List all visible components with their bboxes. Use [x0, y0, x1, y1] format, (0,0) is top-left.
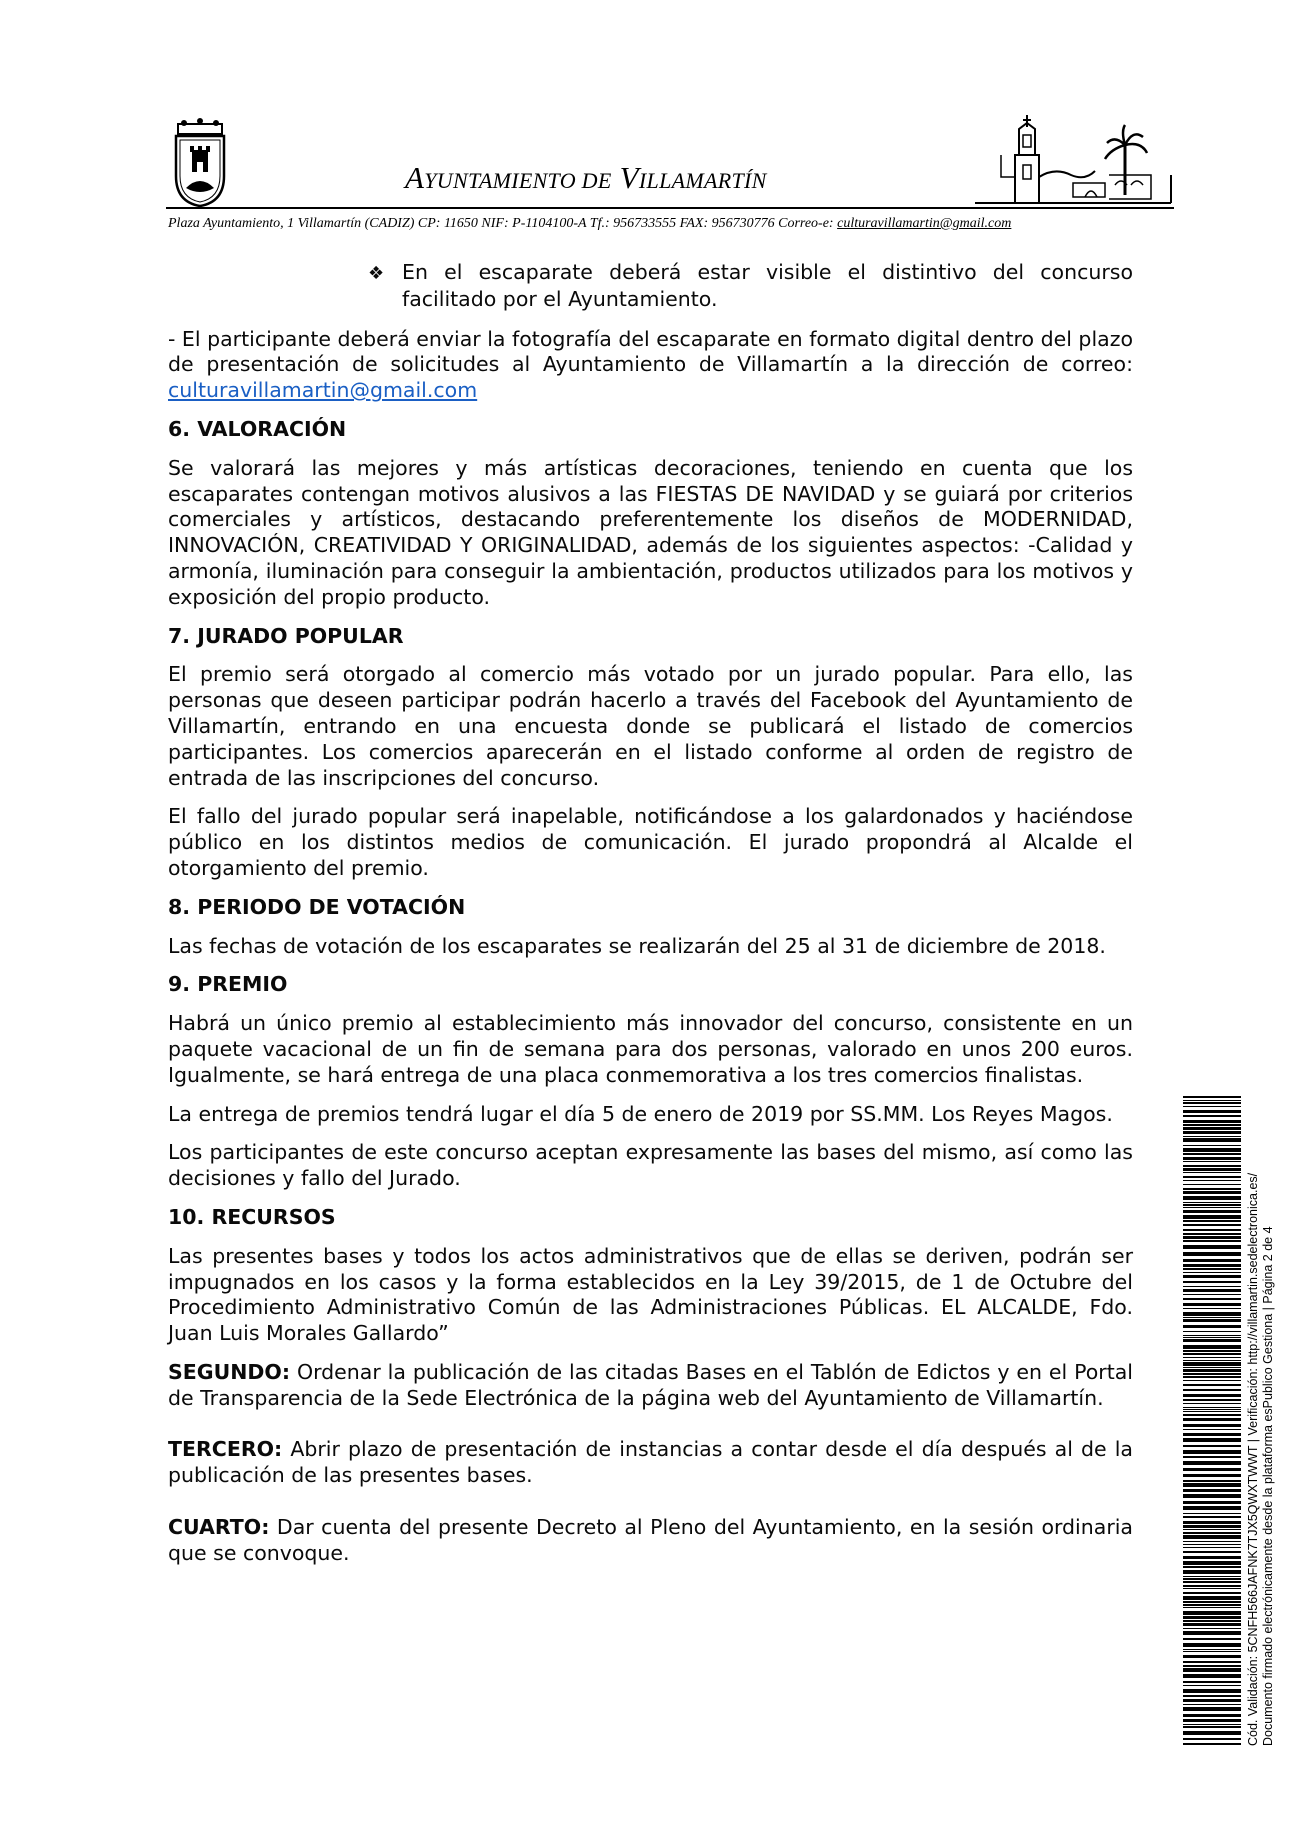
- barcode-bar: [1183, 1631, 1241, 1635]
- barcode-bar: [1183, 1450, 1241, 1454]
- barcode-bar: [1183, 1516, 1241, 1518]
- barcode-bar: [1183, 1373, 1241, 1375]
- barcode-bar: [1183, 1233, 1241, 1235]
- paragraph-jurado-1: El premio será otorgado al comercio más votado por un jurado popular. Para ello, las personas que deseen participar podrán hacerlo a través del Facebook del Ayuntamiento de Villamartín, entrando en una encuesta donde se publicará el listado de comercios participantes. Los comercios aparecerán en el listado conforme al orden de registro de entrada de las inscripciones del concurso.: [168, 662, 1133, 790]
- barcode-bar: [1183, 1145, 1241, 1146]
- address-line: Plaza Ayuntamiento, 1 Villamartín (CADIZ) CP: 11650 NIF: P-1104100-A Tf.: 956733555 FAX: 956730776 Correo-e: culturavillamartin@gmail.com: [168, 216, 1012, 231]
- barcode-bar: [1183, 1403, 1241, 1404]
- paragraph-jurado-2: El fallo del jurado popular será inapelable, notificándose a los galardonados y haciéndose público en los distintos medios de comunicación. El jurado propondrá al Alcalde el otorgamiento del premio.: [168, 804, 1133, 880]
- header-email-link[interactable]: culturavillamartin@gmail.com: [837, 216, 1012, 231]
- barcode-bar: [1183, 1161, 1241, 1162]
- barcode-bar: [1183, 1153, 1241, 1155]
- barcode-bar: [1183, 1695, 1241, 1697]
- barcode-bar: [1183, 1665, 1241, 1667]
- barcode-bar: [1183, 1611, 1241, 1615]
- barcode-bar: [1183, 1303, 1241, 1306]
- barcode-bar: [1183, 1207, 1241, 1208]
- barcode-bar: [1183, 1501, 1241, 1504]
- barcode-bar: [1183, 1521, 1241, 1524]
- barcode-bar: [1183, 1224, 1241, 1226]
- verification-line-1: Cód. Validación: 5CNFH566JAFNK7TJX5QWXTWWT | Verificación: http://villamartin.sedelectronica.es/: [1246, 1172, 1260, 1746]
- barcode-bar: [1183, 1668, 1241, 1672]
- barcode-bar: [1183, 1576, 1241, 1577]
- paragraph-premio-2: La entrega de premios tendrá lugar el día 5 de enero de 2019 por SS.MM. Los Reyes Magos.: [168, 1101, 1113, 1126]
- barcode-bar: [1183, 1202, 1241, 1203]
- barcode-bar: [1183, 1433, 1241, 1436]
- barcode-bar: [1183, 1607, 1241, 1608]
- barcode-bar: [1183, 1681, 1241, 1683]
- barcode-bar: [1183, 1494, 1241, 1498]
- section-heading-jurado: 7. JURADO POPULAR: [168, 623, 404, 648]
- barcode-bar: [1183, 1529, 1241, 1530]
- barcode-bar: [1183, 1655, 1241, 1658]
- barcode-bar: [1183, 1124, 1241, 1126]
- verification-line-2: Documento firmado electrónicamente desde la plataforma esPublico Gestiona | Página 2 de 4: [1261, 1226, 1275, 1746]
- barcode-bar: [1183, 1275, 1241, 1278]
- barcode-bar: [1183, 1131, 1241, 1134]
- section-heading-recursos: 10. RECURSOS: [168, 1204, 336, 1229]
- barcode-bar: [1183, 1100, 1241, 1101]
- paragraph-segundo: SEGUNDO: Ordenar la publicación de las citadas Bases en el Tablón de Edictos y en el Portal de Transparencia de la Sede Electrónica de la página web del Ayuntamiento de Villamartín.: [168, 1359, 1133, 1410]
- barcode-bar: [1183, 1418, 1241, 1421]
- barcode-bar: [1183, 1389, 1241, 1391]
- barcode-bar: [1183, 1384, 1241, 1386]
- barcode-bar: [1183, 1731, 1241, 1735]
- barcode-bar: [1183, 1215, 1241, 1219]
- barcode-bar: [1183, 1743, 1241, 1745]
- barcode-bar: [1183, 1168, 1241, 1171]
- barcode-bar: [1183, 1551, 1241, 1553]
- barcode-bar: [1183, 1106, 1241, 1107]
- barcode-bar: [1183, 1335, 1241, 1336]
- barcode-bar: [1183, 1357, 1241, 1358]
- diamond-bullet-icon: ❖: [368, 263, 385, 284]
- paragraph-premio-1: Habrá un único premio al establecimiento más innovador del concurso, consistente en un paquete vacacional de un fin de semana para dos personas, valorado en unos 200 euros. Igualmente, se hará entrega de una placa conmemorativa a los tres comercios finalistas.: [168, 1011, 1133, 1087]
- barcode-bar: [1183, 1229, 1241, 1231]
- barcode-bar: [1183, 1409, 1241, 1410]
- barcode-bar: [1183, 1707, 1241, 1711]
- barcode-bar: [1183, 1438, 1241, 1442]
- barcode-bar: [1183, 1714, 1241, 1717]
- barcode-bar: [1183, 1245, 1241, 1249]
- barcode-bar: [1183, 1623, 1241, 1626]
- barcode-bar: [1183, 1268, 1241, 1270]
- barcode-bar: [1183, 1138, 1241, 1142]
- barcode-bar: [1183, 1319, 1241, 1322]
- barcode-bar: [1183, 1661, 1241, 1663]
- barcode-bar: [1183, 1345, 1241, 1349]
- document-body: [168, 260, 1133, 1580]
- section-heading-valoracion: 6. VALORACIÓN: [168, 416, 347, 441]
- verification-footer: [1246, 1096, 1276, 1746]
- barcode-bar: [1183, 1474, 1241, 1477]
- barcode-bar: [1183, 1411, 1241, 1412]
- barcode-bar: [1183, 1649, 1241, 1650]
- barcode-bar: [1183, 1525, 1241, 1528]
- barcode-bar: [1183, 1738, 1241, 1740]
- barcode-bar: [1183, 1252, 1241, 1256]
- barcode-bar: [1183, 1110, 1241, 1113]
- barcode-bar: [1183, 1638, 1241, 1640]
- barcode-bar: [1183, 1180, 1241, 1181]
- page-title: AYUNTAMIENTO DE VILLAMARTÍN: [405, 160, 767, 195]
- barcode-bar: [1183, 1337, 1241, 1338]
- town-skyline-logo-icon: [975, 115, 1175, 207]
- barcode-bar: [1183, 1461, 1241, 1465]
- barcode-bar: [1183, 1380, 1241, 1381]
- barcode-bar: [1183, 1367, 1241, 1368]
- barcode-bar: [1183, 1172, 1241, 1173]
- barcode-bar: [1183, 1148, 1241, 1152]
- barcode-bar: [1183, 1429, 1241, 1430]
- barcode-bar: [1183, 1468, 1241, 1471]
- barcode-bar: [1183, 1196, 1241, 1200]
- barcode-bar: [1183, 1165, 1241, 1167]
- barcode-bar: [1183, 1445, 1241, 1447]
- barcode-bar: [1183, 1643, 1241, 1647]
- barcode-bar: [1183, 1210, 1241, 1213]
- section-heading-premio: 9. PREMIO: [168, 972, 288, 997]
- paragraph-photo: - El participante deberá enviar la fotografía del escaparate en formato digital dentro del plazo de presentación de solicitudes al Ayuntamiento de Villamartín a la dirección de correo: culturavillamartin@gmail.com: [168, 326, 1133, 403]
- barcode-bar: [1183, 1506, 1241, 1510]
- paragraph-valoracion: Se valorará las mejores y más artísticas decoraciones, teniendo en cuenta que los escaparates contengan motivos alusivos a las FIESTAS DE NAVIDAD y se guiará por criterios comerciales y artísticos, destacando preferentemente los diseños de MODERNIDAD, INNOVACIÓN, CREATIVIDAD Y ORIGINALIDAD, además de los siguientes aspectos: -Calidad y armonía, iluminación para conseguir la ambientación, productos utilizados para los motivos y exposición del propio producto.: [168, 455, 1133, 609]
- barcode-bar: [1183, 1369, 1241, 1372]
- barcode-bar: [1183, 1281, 1241, 1283]
- barcode-bar: [1183, 1566, 1241, 1568]
- barcode-bar: [1183, 1176, 1241, 1178]
- barcode-bar: [1183, 1480, 1241, 1482]
- section-heading-votacion: 8. PERIODO DE VOTACIÓN: [168, 894, 466, 919]
- barcode-bar: [1183, 1362, 1241, 1366]
- barcode-bar: [1183, 1339, 1241, 1342]
- barcode-bar: [1183, 1312, 1241, 1316]
- barcode-bar: [1183, 1489, 1241, 1492]
- barcode-bar: [1183, 1541, 1241, 1542]
- barcode-bar: [1183, 1651, 1241, 1652]
- barcode-bar: [1183, 1120, 1241, 1123]
- barcode-bar: [1183, 1360, 1241, 1361]
- barcode-bar: [1183, 1350, 1241, 1352]
- barcode-bar: [1183, 1596, 1241, 1600]
- barcode-bar: [1183, 1127, 1241, 1130]
- barcode-bar: [1183, 1561, 1241, 1565]
- header-divider: [166, 207, 1174, 209]
- barcode-bar: [1183, 1102, 1241, 1104]
- barcode-bar: [1183, 1289, 1241, 1292]
- barcode-bar: [1183, 1399, 1241, 1401]
- barcode-bar: [1183, 1294, 1241, 1295]
- barcode-bar: [1183, 1592, 1241, 1594]
- barcode-bar: [1183, 1236, 1241, 1239]
- barcode-bar: [1183, 1585, 1241, 1587]
- bullet-item: ❖ En el escaparate deberá estar visible el distintivo del concurso facilitado por el Ayuntamiento.: [368, 260, 1133, 311]
- barcode-bar: [1183, 1483, 1241, 1487]
- coat-of-arms-icon: [170, 118, 230, 208]
- barcode-bar: [1183, 1115, 1241, 1117]
- paragraph-premio-3: Los participantes de este concurso aceptan expresamente las bases del mismo, así como las decisiones y fallo del Jurado.: [168, 1140, 1133, 1191]
- barcode-bar: [1183, 1601, 1241, 1603]
- barcode-bar: [1183, 1286, 1241, 1287]
- barcode-bar: [1183, 1578, 1241, 1580]
- paragraph-cuarto: CUARTO: Dar cuenta del presente Decreto al Pleno del Ayuntamiento, en la sesión ordinaria que se convoque.: [168, 1515, 1133, 1565]
- barcode-bar: [1183, 1685, 1241, 1686]
- barcode-bar: [1183, 1424, 1241, 1427]
- barcode-bar: [1183, 1726, 1241, 1728]
- barcode-bar: [1183, 1628, 1241, 1629]
- barcode-bar: [1183, 1544, 1241, 1545]
- barcode-bar: [1183, 1513, 1241, 1514]
- barcode-bar: [1183, 1184, 1241, 1185]
- barcode-bar: [1183, 1456, 1241, 1458]
- barcode-bar: [1183, 1699, 1241, 1702]
- barcode-bar: [1183, 1325, 1241, 1328]
- barcode-bar: [1183, 1353, 1241, 1355]
- barcode-bar: [1183, 1604, 1241, 1606]
- barcode-bar: [1183, 1547, 1241, 1548]
- barcode-bar: [1183, 1570, 1241, 1574]
- barcode-bar: [1183, 1204, 1241, 1206]
- barcode-bar: [1183, 1136, 1241, 1137]
- barcode-bar: [1183, 1096, 1241, 1098]
- barcode-bar: [1183, 1264, 1241, 1267]
- barcode-bar: [1183, 1308, 1241, 1309]
- barcode-bar: [1183, 1298, 1241, 1300]
- barcode-bar: [1183, 1220, 1241, 1222]
- barcode-bar: [1183, 1376, 1241, 1378]
- barcode-bar: [1183, 1191, 1241, 1194]
- barcode-bar: [1183, 1272, 1241, 1273]
- barcode-bar: [1183, 1616, 1241, 1619]
- email-link[interactable]: culturavillamartin@gmail.com: [168, 378, 478, 403]
- barcode-bar: [1183, 1535, 1241, 1539]
- validation-barcode: [1183, 1096, 1241, 1746]
- paragraph-tercero: TERCERO: Abrir plazo de presentación de instancias a contar desde el día después al de la publicación de las presentes bases.: [168, 1437, 1133, 1488]
- barcode-bar: [1183, 1719, 1241, 1722]
- barcode-bar: [1183, 1674, 1241, 1678]
- barcode-bar: [1183, 1240, 1241, 1242]
- barcode-bar: [1183, 1394, 1241, 1397]
- paragraph-recursos: Las presentes bases y todos los actos administrativos que de ellas se deriven, podrán ser impugnados en los casos y la forma establecidos en la Ley 39/2015, de 1 de Octubre del Procedimiento Administrativo Común de las Administraciones Públicas. EL ALCALDE, Fdo. Juan Luis Morales Gallardo”: [168, 1243, 1133, 1346]
- barcode-bar: [1183, 1689, 1241, 1693]
- barcode-bar: [1183, 1556, 1241, 1559]
- paragraph-votacion: Las fechas de votación de los escaparates se realizarán del 25 al 31 de diciembre de 2018.: [168, 933, 1106, 958]
- barcode-bar: [1183, 1259, 1241, 1262]
- barcode-bar: [1183, 1414, 1241, 1416]
- barcode-bar: [1183, 1704, 1241, 1705]
- barcode-bar: [1183, 1188, 1241, 1190]
- barcode-bar: [1183, 1620, 1241, 1622]
- barcode-bar: [1183, 1581, 1241, 1583]
- barcode-bar: [1183, 1407, 1241, 1408]
- barcode-bar: [1183, 1724, 1241, 1725]
- barcode-bar: [1183, 1331, 1241, 1332]
- barcode-bar: [1183, 1532, 1241, 1534]
- barcode-bar: [1183, 1157, 1241, 1160]
- barcode-bar: [1183, 1317, 1241, 1318]
- barcode-bar: [1183, 1588, 1241, 1589]
